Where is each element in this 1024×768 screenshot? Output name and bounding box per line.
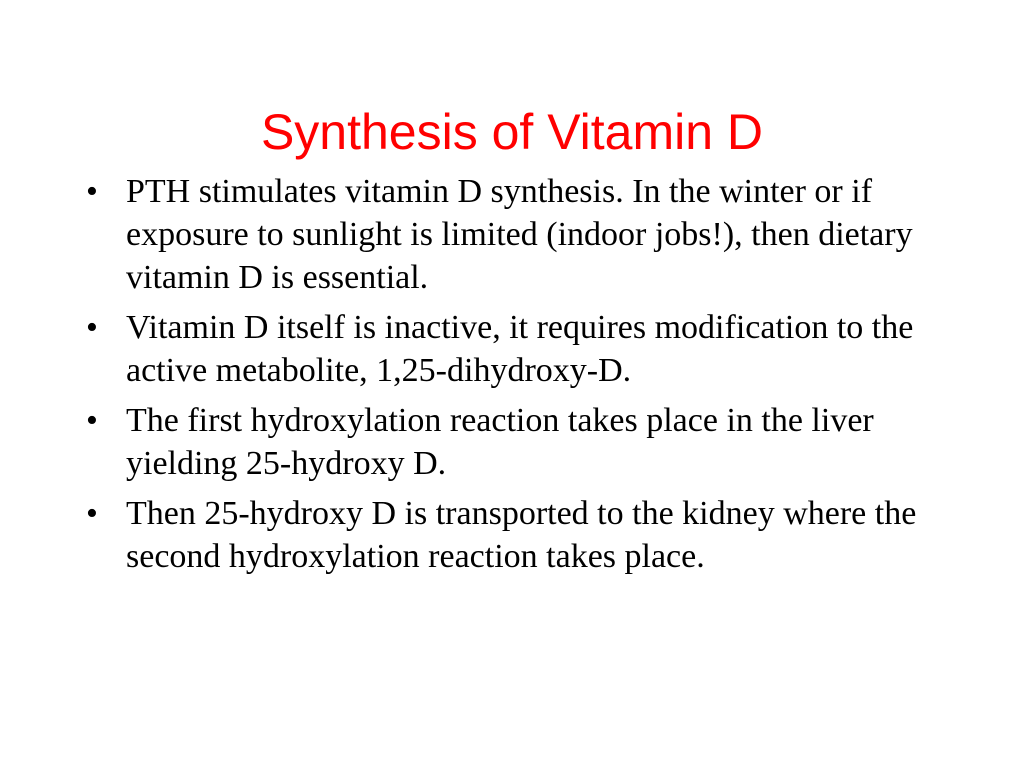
bullet-item-inactive	[84, 306, 964, 392]
bullet-item-liver	[84, 399, 964, 485]
bullet-icon: •	[86, 173, 98, 210]
bullet-icon: •	[86, 495, 98, 532]
bullet-text: The first hydroxylation reaction takes place in the liver yielding 25-hydroxy D.	[126, 402, 874, 482]
bullet-text: Vitamin D itself is inactive, it requires modification to the active metabolite, 1,25-dihydroxy-D.	[126, 309, 914, 389]
slide-title: Synthesis of Vitamin D	[260, 104, 764, 160]
bullet-text: Then 25-hydroxy D is transported to the kidney where the second hydroxylation reaction takes place.	[126, 495, 917, 575]
bullet-icon: •	[86, 402, 98, 439]
bullet-icon: •	[86, 309, 98, 346]
bullet-item-pth	[84, 170, 964, 299]
bullet-text: PTH stimulates vitamin D synthesis. In the winter or if exposure to sunlight is limited (indoor jobs!), then dietary vitamin D is essential.	[126, 173, 913, 296]
bullet-list	[84, 170, 964, 585]
bullet-item-kidney	[84, 492, 964, 578]
